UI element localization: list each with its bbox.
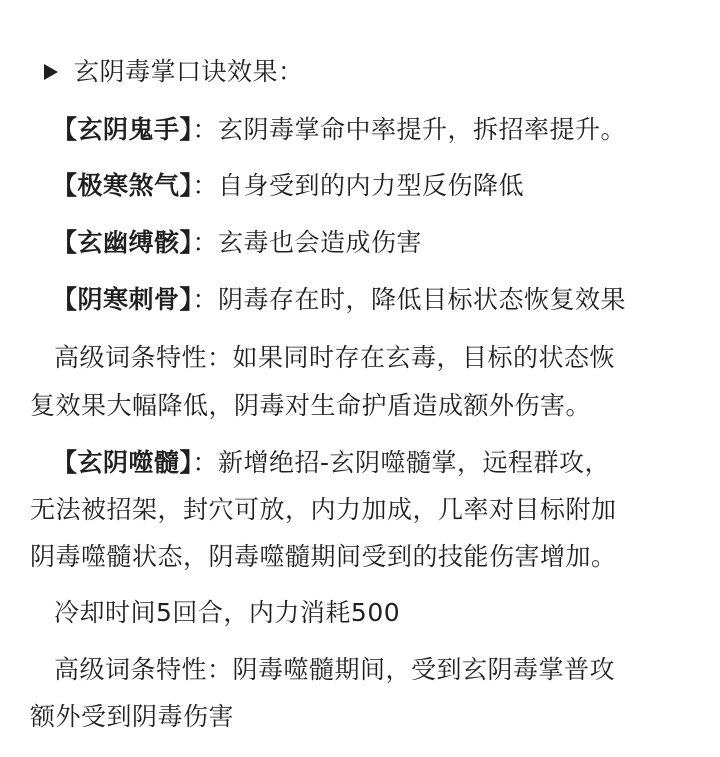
triangle-bullet-icon <box>44 64 58 80</box>
effect-desc: ：阴毒存在时，降低目标状态恢复效果 <box>192 285 627 314</box>
effect-line <box>52 170 524 202</box>
ultimate-line <box>52 447 610 479</box>
effect-name: 【极寒煞气】 <box>52 171 193 200</box>
effect-line <box>52 114 626 146</box>
effect-line <box>52 284 626 316</box>
effect-name: 【阴寒刺骨】 <box>52 285 193 314</box>
effect-line <box>52 227 422 259</box>
ultimate-name: 【玄阴噬髓】 <box>52 448 193 477</box>
effect-name: 【玄阴鬼手】 <box>52 115 193 144</box>
cooldown-line: 冷却时间5回合，内力消耗500 <box>54 598 401 627</box>
advanced-trait-line: 高级词条特性：阴毒噬髓期间，受到玄阴毒掌普攻 <box>54 655 616 684</box>
ultimate-line: 阴毒噬髓状态，阴毒噬髓期间受到的技能伤害增加。 <box>30 542 617 571</box>
advanced-trait-line: 复效果大幅降低，阴毒对生命护盾造成额外伤害。 <box>30 391 592 420</box>
effect-desc: ：玄毒也会造成伤害 <box>192 228 423 257</box>
heading-text: 玄阴毒掌口诀效果： <box>74 57 304 86</box>
section-heading <box>44 56 304 88</box>
advanced-trait-line: 高级词条特性：如果同时存在玄毒，目标的状态恢 <box>54 343 616 372</box>
advanced-trait-line: 额外受到阴毒伤害 <box>30 702 235 731</box>
ultimate-line: 无法被招架，封穴可放，内力加成，几率对目标附加 <box>30 495 617 524</box>
ultimate-desc: ：新增绝招-玄阴噬髓掌，远程群攻， <box>192 448 611 477</box>
effect-desc: ：玄阴毒掌命中率提升，拆招率提升。 <box>192 115 627 144</box>
effect-name: 【玄幽缚骸】 <box>52 228 193 257</box>
effect-desc: ：自身受到的内力型反伤降低 <box>192 171 525 200</box>
